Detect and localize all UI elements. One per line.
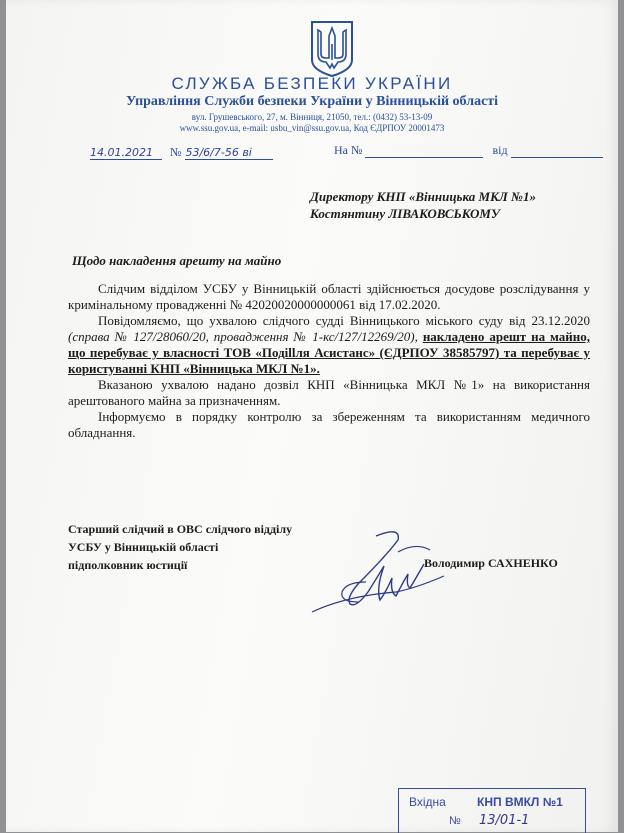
- signer-rank-line: підполковник юстиції: [68, 558, 188, 572]
- number-prefix: №: [170, 145, 182, 159]
- case-reference: (справа № 127/28060/20, провадження № 1-кс/127/12269/20),: [68, 329, 418, 344]
- letter-subject: Щодо накладення арешту на майно: [72, 253, 282, 268]
- from-label: від: [492, 143, 508, 157]
- outgoing-registration: [90, 143, 273, 161]
- reply-reference: [334, 143, 603, 158]
- stamp-incoming-label: Вхідна: [409, 795, 446, 809]
- signer-position-line: Старший слідчий в ОВС слідчого відділу: [68, 522, 293, 536]
- letter-body: [68, 281, 590, 441]
- addressee-name: Костянтину ЛІВАКОВСЬКОМУ: [310, 206, 500, 221]
- outgoing-number: 53/6/7-56 ві: [185, 146, 273, 160]
- signer-department-line: УСБУ у Вінницькій області: [68, 540, 219, 554]
- arrest-intro: Повідомляємо, що ухвалою слідчого судді Вінницького міського суду від 23.12.2020: [98, 313, 590, 328]
- trident-icon: [310, 20, 354, 78]
- addressee: [310, 188, 536, 222]
- paragraph-investigation: Слідчим відділом УСБУ у Вінницькій області здійснюється досудове розслідування у кримінальному провадженні № 42020020000000061 від 17.02.2020.: [68, 281, 590, 312]
- stamp-number-prefix: №: [449, 815, 461, 827]
- stamp-organization: КНП ВМКЛ №1: [477, 795, 563, 809]
- letterhead-address: [6, 112, 618, 134]
- contacts-line: www.ssu.gov.ua, e-mail: usbu_vin@ssu.gov.ua, Код ЄДРПОУ 20001473: [179, 123, 445, 133]
- document-page: [6, 0, 618, 832]
- paragraph-permission: Вказаною ухвалою надано дозвіл КНП «Вінницька МКЛ №1» на використання арештованого майна за призначенням.: [68, 377, 590, 408]
- department-name: Управління Служби безпеки України у Вінницькій області: [125, 94, 499, 109]
- org-name: СЛУЖБА БЕЗПЕКИ УКРАЇНИ: [171, 74, 453, 93]
- signature-icon: [306, 522, 446, 622]
- addressee-position: Директору КНП «Вінницька МКЛ №1»: [310, 189, 536, 204]
- paragraph-inform: Інформуємо в порядку контролю за збереженням та використанням медичного обладнання.: [68, 409, 590, 440]
- stamp-number: 13/01-1: [479, 813, 530, 828]
- outgoing-date: 14.01.2021: [90, 146, 162, 160]
- address-line: вул. Грушевського, 27, м. Вінниця, 21050, тел.: (0432) 53-13-09: [191, 112, 433, 122]
- reply-date-blank: [511, 157, 603, 158]
- reply-label: На №: [334, 143, 363, 157]
- signer-position: [68, 520, 292, 574]
- arrest-statement: накладено арешт на майно, що перебуває у власності ТОВ «Подillля Асистанс» (ЄДРПОУ 38585797) та перебуває у користуванні КНП «Вінницька МКЛ №1».: [68, 329, 591, 376]
- paragraph-arrest: [68, 313, 590, 377]
- incoming-stamp: [398, 788, 586, 833]
- reply-number-blank: [365, 157, 483, 158]
- signer-name: Володимир САХНЕНКО: [424, 556, 558, 570]
